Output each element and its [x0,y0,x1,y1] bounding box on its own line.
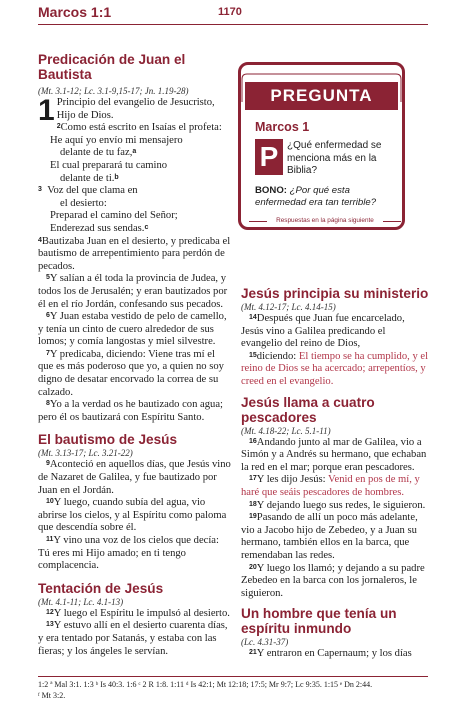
cross-reference: (Mt. 4.12-17; Lc. 4.14-15) [241,302,336,312]
section-heading: Jesús llama a cuatro pescadores [241,394,375,425]
verse-18: $^{18}$Y dejando luego sus redes, le siguieron. [249,499,426,511]
answers-note: Respuestas en la página siguiente [255,217,395,224]
section-heading: Tentación de Jesús [38,580,164,596]
bonus-question: ¿Por qué esta enfermedad era tan terrible? [255,185,377,209]
section-heading: El bautismo de Jesús [38,432,178,448]
footnote-line: ᶠ Mt 3:2. [38,691,66,700]
page-header [38,2,428,24]
verse-8: $^8$Yo a la verdad os he bautizado con agua; pero él os bautizará con Espíritu Santo. [38,399,223,423]
section-heading: Predicación de Juan el Bautista [38,52,186,82]
question-reference: Marcos 1 [255,120,310,134]
poem-line: el desierto: [60,197,107,209]
poem-line: delante de ti.$^b$ [60,172,119,184]
bonus-text [255,185,401,210]
red-letter-text: Venid en pos de mí, y haré que seáis pescadores de hombres. [241,474,420,498]
red-letter-text: El tiempo se ha cumplido, y el reino de Dios se ha acercado; arrepentíos, y creed en el evangelio. [241,350,429,387]
footnote-line: 1:2 ª Mal 3:1. 1:3 ᵇ Is 40:3. 1:6 ᶜ 2 R 1:8. 1:11 ᵈ Is 42:1; Mt 12:18; 17:5; Mr 9:7; Lc 9:35. 1:15 ᵉ Dn 2:44. [38,680,373,689]
verse-3: $^3$ Voz del que clama en [38,185,138,197]
poem-line: El cual preparará tu camino [50,159,168,171]
poem-line: He aquí yo envío mi mensajero [50,134,183,146]
verse-2: $^2$Como está escrito en Isaías el profeta: [56,122,222,134]
cross-reference: (Mt. 4.18-22; Lc. 5.1-11) [241,425,331,436]
verse-15: $^{15}$diciendo: El tiempo se ha cumplido, y el reino de Dios se ha acercado; arrepentíos, y creed en el evangelio. [241,350,429,387]
poem-line: Enderezad sus sendas.$^c$ [50,222,149,234]
footnotes [38,679,438,701]
cross-reference: (Mt. 3.13-17; Lc. 3.21-22) [38,448,133,459]
section-heading: Jesús principia su ministerio [241,286,429,301]
verse-10: $^{10}$Y luego, cuando subía del agua, vio abrirse los cielos, y al Espíritu como paloma que descendía sobre él. [38,497,227,534]
header-reference: Marcos 1:1 [38,4,112,20]
right-column [241,286,429,661]
poem-line: Preparad el camino del Señor; [50,210,178,222]
verse-11: $^{11}$Y vino una voz de los cielos que decía: Tú eres mi Hijo amado; en ti tengo complacencia. [38,535,219,572]
verse-5: $^5$Y salían a él toda la provincia de Judea, y todos los de Jerusalén; y eran bautizados por él en el río Jordán, confesando sus pecados. [38,273,228,310]
page-number: 1170 [218,6,242,18]
verse-1: 1 Principio del evangelio de Jesucristo, Hijo de Dios. [38,94,215,127]
verse-9: $^9$Aconteció en aquellos días, que Jesús vino de Nazaret de Galilea, y fue bautizado por Juan en el Jordán. [38,459,231,496]
footnote-rule [38,676,428,677]
chapter-number: 1 [38,94,55,127]
question-text: ¿Qué enfermedad se menciona más en la Biblia? [287,140,382,177]
poem-line: delante de tu faz,$^a$ [60,147,137,159]
verse-4: $^4$Bautizaba Juan en el desierto, y predicaba el bautismo de arrepentimiento para perdón de pecados. [38,235,231,272]
verse-13: $^{13}$Y estuvo allí en el desierto cuarenta días, y era tentado por Satanás, y estaba con las fieras; y los ángeles le servían. [38,620,228,657]
question-box [238,62,405,230]
bonus-label: BONO: [255,185,287,196]
verse-12: $^{12}$Y luego el Espíritu le impulsó al desierto. [46,607,230,619]
header-rule [38,24,428,25]
verse-21: $^{21}$Y entraron en Capernaum; y los días [249,648,412,660]
verse-16: $^{16}$Andando junto al mar de Galilea, vio a Simón y a Andrés su hermano, que echaban la red en el mar; porque eran pescadores. [241,436,427,473]
cross-reference: (Mt. 4.1-11; Lc. 4.1-13) [38,596,124,607]
section-heading: Un hombre que tenía un espíritu inmundo [241,606,397,637]
verse-6: $^6$Y Juan estaba vestido de pelo de camello, y tenía un cinto de cuero alrededor de sus lomos; y comía langostas y miel silvestre. [38,311,227,348]
question-dropcap: P [255,139,283,175]
verse-14: $^{14}$Después que Juan fue encarcelado, Jesús vino a Galilea predicando el evangelio del reino de Dios, [241,313,405,350]
verse-19: $^{19}$Pasando de allí un poco más adelante, vio a Jacobo hijo de Zebedeo, y a Juan su hermano, también ellos en la barca, que remendaban las redes. [241,512,418,561]
cross-reference: (Lc. 4.31-37) [241,637,289,648]
question-title: PREGUNTA [245,82,398,110]
verse-20: $^{20}$Y luego los llamó; y dejando a su padre Zebedeo en la barca con los jornaleros, le siguieron. [241,562,425,599]
left-column [38,32,231,658]
verse-7: $^7$Y predicaba, diciendo: Viene tras mí el que es más poderoso que yo, a quien no soy digno de desatar encorvado la correa de su calzado. [38,348,224,398]
verse-17: $^{17}$Y les dijo Jesús: Venid en pos de mí, y haré que seáis pescadores de hombres. [241,474,420,498]
cross-reference: (Mt. 3.1-12; Lc. 3.1-9,15-17; Jn. 1.19-28) [38,86,189,96]
